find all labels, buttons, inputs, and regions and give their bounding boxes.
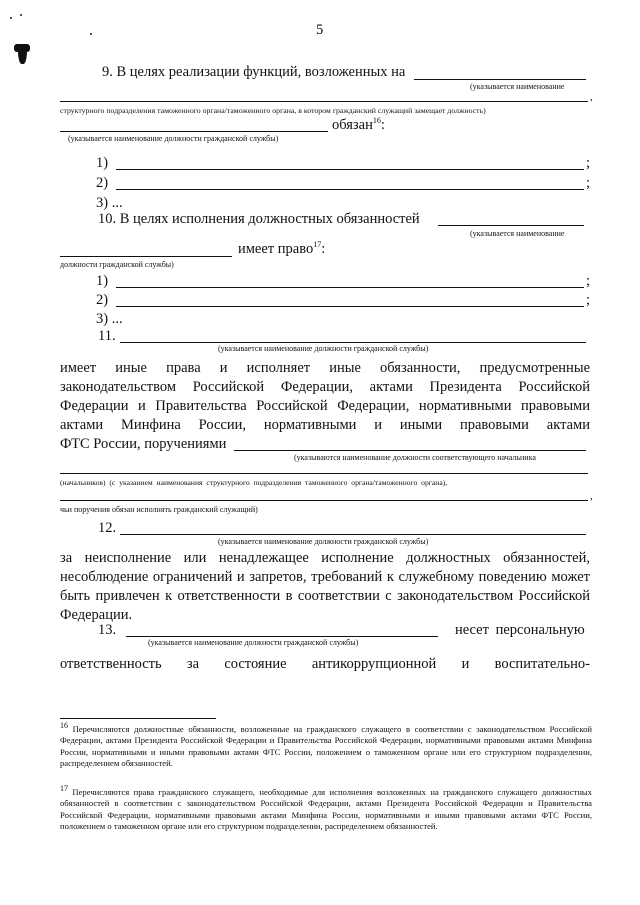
footnote-16: $^{16}$ Перечисляются должностные обязанности, возложенные на гражданского служащего в соответствии с законодательством Российской Федерации, актами Президента Российской Федерации и Правительства Российской Федерации, нормативными правовыми актами Минфина России, нормативными и иными правовыми актами ФТС России, положением о таможенном органе или его структурном подразделении, распределением обязанностей.	[60, 721, 593, 769]
item11-body-end: ФТС России, поручениями	[60, 436, 227, 452]
blank-line	[60, 101, 588, 102]
blank-line	[234, 450, 586, 451]
comma: ,	[590, 490, 593, 502]
hint: (указываются наименование должности соответствующего начальника	[294, 453, 536, 462]
scan-speck	[90, 33, 92, 35]
word: за	[186, 656, 200, 672]
item10-text: 10. В целях исполнения должностных обязанностей	[98, 211, 420, 227]
list-number: 3) ...	[96, 195, 123, 211]
semicolon: ;	[586, 155, 591, 171]
scan-speck	[10, 17, 12, 19]
blank-line	[60, 500, 588, 501]
item-number: 11.	[98, 328, 116, 344]
blank-line	[120, 342, 586, 343]
hint: чьи поручения обязан исполнять гражданский служащий)	[60, 505, 258, 514]
hint: (начальников) (с указанием наименования структурного подразделения таможенного органа/таможенного органа),	[60, 478, 448, 487]
footnote-separator	[60, 718, 216, 719]
list-number: 2)	[96, 292, 109, 308]
hint: (указывается наименование должности гражданской службы)	[148, 638, 359, 647]
right-label: имеет право$^{17}$:	[238, 240, 326, 257]
word: состояние	[224, 656, 287, 672]
comma: ,	[590, 91, 593, 103]
word: и	[461, 656, 470, 672]
hint: (указывается наименование	[470, 229, 565, 238]
blank-line	[126, 636, 438, 637]
hint: должности гражданской службы)	[60, 260, 174, 269]
hint: (указывается наименование должности гражданской службы)	[218, 537, 429, 546]
item11-body: имеет иные права и исполняет иные обязанности, предусмотренные законодательством Российской Федерации, актами Президента Российской Федерации и Правительства Российской Федерации, нормативными правовыми актами Минфина России, нормативными и иными правовыми актами	[60, 360, 590, 433]
item-number: 12.	[98, 520, 117, 536]
blank-line	[116, 306, 584, 307]
binder-hole-mark	[18, 44, 27, 64]
hint: (указывается наименование должности гражданской службы)	[218, 344, 429, 353]
item-number: 13.	[98, 622, 117, 638]
scan-speck	[20, 14, 22, 16]
blank-line	[116, 169, 584, 170]
blank-line	[414, 79, 586, 80]
blank-line	[438, 225, 584, 226]
list-number: 3) ...	[96, 311, 123, 327]
list-number: 1)	[96, 155, 109, 171]
list-number: 2)	[96, 175, 109, 191]
footnote-17: $^{17}$ Перечисляются права гражданского служащего, необходимые для исполнения возложенных на гражданского служащего должностных обязанностей в соответствии с законодательством Российской Федерации, актами Президента Российской Федерации и Правительства Российской Федерации, нормативными правовыми актами Минфина России, нормативными и иными правовыми актами ФТС России, положением о таможенном органе или его структурном подразделении, распределением обязанностей.	[60, 784, 592, 832]
item13-after: несет персональную	[455, 622, 585, 638]
item13-last-line	[60, 656, 590, 673]
page-number: 5	[316, 22, 324, 38]
semicolon: ;	[586, 273, 591, 289]
semicolon: ;	[586, 292, 591, 308]
hint: (указывается наименование должности гражданской службы)	[68, 134, 279, 143]
item9-text: 9. В целях реализации функций, возложенных на	[102, 64, 406, 80]
blank-line	[60, 256, 232, 257]
word: ответственность	[60, 656, 162, 672]
blank-line	[60, 131, 328, 132]
blank-line	[116, 189, 584, 190]
item12-body: за неисполнение или ненадлежащее исполнение должностных обязанностей, несоблюдение ограничений и запретов, требований к служебному поведению может быть привлечен к ответственности в соответствии с законодательством Российской Федерации.	[60, 550, 590, 623]
hint: структурного подразделения таможенного органа/таможенного органа, в котором гражданский служащий замещает должность)	[60, 106, 486, 115]
blank-line	[120, 534, 586, 535]
word: антикоррупционной	[311, 656, 437, 672]
hint: (указывается наименование	[470, 82, 565, 91]
blank-line	[116, 287, 584, 288]
semicolon: ;	[586, 175, 591, 191]
word: воспитательно-	[494, 656, 590, 672]
list-number: 1)	[96, 273, 109, 289]
obligation-label: обязан$^{16}$:	[332, 116, 385, 133]
blank-line	[60, 473, 588, 474]
